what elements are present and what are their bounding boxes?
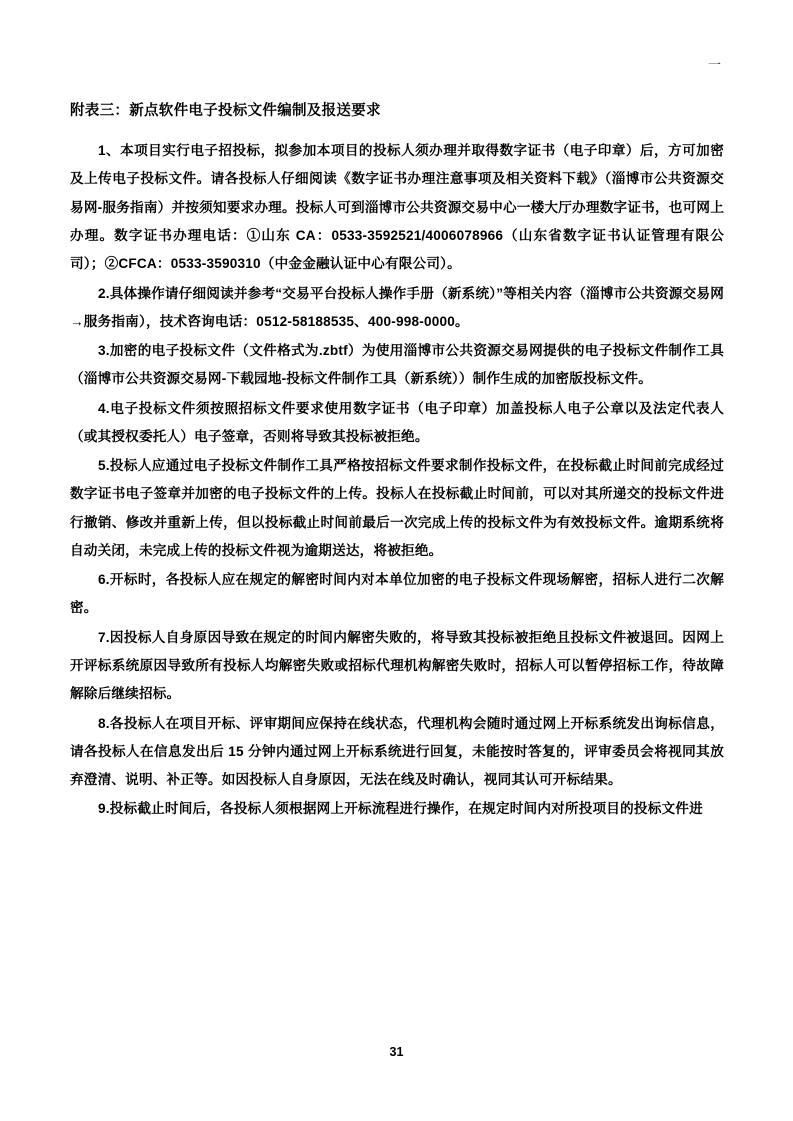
header-mark: 一 [707, 57, 721, 72]
paragraph: 1、本项目实行电子招投标，拟参加本项目的投标人须办理并取得数字证书（电子印章）后，方可加密及上传电子投标文件。请各投标人仔细阅读《数字证书办理注意事项及相关资料下载》（淄博市公共资源交易网-服务指南）并按须知要求办理。投标人可到淄博市公共资源交易中心一楼大厅办理数字证书，也可网上办理。数字证书办理电话：①山东 CA：0533-3592521/4006078966（山东省数字证书认证管理有限公司）；②CFCA：0533-3590310（中金金融认证中心有限公司）。 [70, 143, 724, 272]
paragraph: 4.电子投标文件须按照招标文件要求使用数字证书（电子印章）加盖投标人电子公章以及法定代表人（或其授权委托人）电子签章，否则将导致其投标被拒绝。 [70, 400, 724, 444]
paragraph: 2.具体操作请仔细阅读并参考“交易平台投标人操作手册（新系统）”等相关内容（淄博市公共资源交易网→服务指南），技术咨询电话：0512-58188535、400-998-0000。 [70, 285, 724, 329]
paragraph: 5.投标人应通过电子投标文件制作工具严格按招标文件要求制作投标文件，在投标截止时间前完成经过数字证书电子签章并加密的电子投标文件的上传。投标人在投标截止时间前，可以对其所递交的投标文件进行撤销、修改并重新上传，但以投标截止时间前最后一次完成上传的投标文件为有效投标文件。逾期系统将自动关闭，未完成上传的投标文件视为逾期送达，将被拒绝。 [70, 458, 724, 558]
page-number: 31 [389, 1045, 404, 1059]
paragraph: 8.各投标人在项目开标、评审期间应保持在线状态，代理机构会随时通过网上开标系统发出询标信息，请各投标人在信息发出后 15 分钟内通过网上开标系统进行回复，未能按时答复的，评审委员会将视同其放弃澄清、说明、补正等。如因投标人自身原因，无法在线及时确认，视同其认可开标结果。 [70, 715, 724, 788]
document-content [70, 100, 724, 825]
paragraph: 9.投标截止时间后，各投标人须根据网上开标流程进行操作，在规定时间内对所投项目的投标文件进 [98, 801, 703, 817]
paragraph: 7.因投标人自身原因导致在规定的时间内解密失败的，将导致其投标被拒绝且投标文件被退回。因网上开评标系统原因导致所有投标人均解密失败或招标代理机构解密失败时，招标人可以暂停招标工作，待故障解除后继续招标。 [70, 629, 724, 702]
page-title: 附表三：新点软件电子投标文件编制及报送要求 [70, 103, 381, 119]
paragraph: 6.开标时，各投标人应在规定的解密时间内对本单位加密的电子投标文件现场解密，招标人进行二次解密。 [70, 572, 724, 616]
paragraph: 3.加密的电子投标文件（文件格式为.zbtf）为使用淄博市公共资源交易网提供的电子投标文件制作工具（淄博市公共资源交易网-下载园地-投标文件制作工具（新系统））制作生成的加密版投标文件。 [70, 343, 724, 387]
